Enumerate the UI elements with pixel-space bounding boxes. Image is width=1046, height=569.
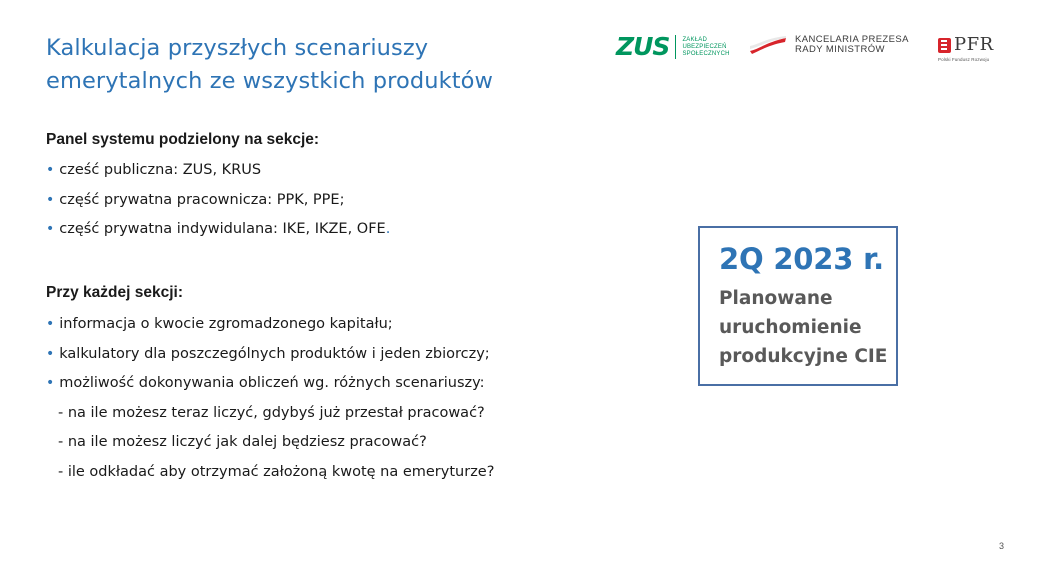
zus-logo-line2: UBEZPIECZEŃ xyxy=(682,43,727,50)
list-item xyxy=(46,310,494,340)
partner-logos xyxy=(0,30,1046,70)
pfr-logo-subtitle: Polski Fundusz Rozwoju xyxy=(938,57,990,62)
list-item-text: część prywatna indywidulana: IKE, IKZE, OFE xyxy=(59,221,386,237)
list-item xyxy=(46,186,390,216)
list-item xyxy=(46,340,494,370)
list-subitem: - na ile możesz liczyć jak dalej będziesz pracować? xyxy=(58,434,427,450)
polish-flag-icon xyxy=(749,36,787,54)
list-item-text: możliwość dokonywania obliczeń wg. różnych scenariuszy: xyxy=(59,375,485,391)
kprm-logo-line1: KANCELARIA PREZESA xyxy=(795,34,909,45)
kprm-logo-line2: RADY MINISTRÓW xyxy=(795,44,885,55)
list-item xyxy=(46,369,494,399)
callout-title: 2Q 2023 r. xyxy=(719,242,884,276)
kprm-logo xyxy=(749,35,909,55)
list-subitem: - na ile możesz teraz liczyć, gdybyś już przestał pracować? xyxy=(58,404,485,421)
slide-title-line2: emerytalnych ze wszystkich produktów xyxy=(46,68,494,94)
section1-list xyxy=(46,156,390,245)
bullet-icon: • xyxy=(46,316,55,332)
list-item-text: cześć publiczna: ZUS, KRUS xyxy=(59,162,262,178)
list-item xyxy=(46,156,390,186)
section2-heading: Przy każdej sekcji: xyxy=(46,284,183,301)
pfr-mark-icon xyxy=(938,38,951,53)
list-item-text: informacja o kwocie zgromadzonego kapitału; xyxy=(59,316,393,332)
kprm-logo-text xyxy=(795,35,909,55)
zus-logo-line3: SPOŁECZNYCH xyxy=(682,50,730,57)
list-subitem: - ile odkładać aby otrzymać założoną kwotę na emeryturze? xyxy=(58,463,495,480)
zus-logo xyxy=(616,34,730,60)
list-item-text: kalkulatory dla poszczególnych produktów i jeden zbiorczy; xyxy=(59,345,490,362)
callout-box xyxy=(698,226,898,386)
bullet-icon: • xyxy=(46,221,55,237)
callout-text: Planowane uruchomienie produkcyjne CIE xyxy=(719,288,888,367)
pfr-logo xyxy=(938,36,994,62)
zus-logo-divider xyxy=(675,35,676,59)
list-item-suffix: . xyxy=(385,221,391,237)
bullet-icon: • xyxy=(46,191,55,208)
pfr-logo-word: PFR xyxy=(954,34,994,55)
bullet-icon: • xyxy=(46,345,55,362)
section2-list xyxy=(46,310,494,487)
zus-logo-text xyxy=(682,37,729,58)
zus-logo-line1: ZAKŁAD xyxy=(682,36,707,43)
list-item-text: część prywatna pracownicza: PPK, PPE; xyxy=(59,191,345,208)
bullet-icon: • xyxy=(46,375,55,391)
slide-title-line1: Kalkulacja przyszłych scenariuszy xyxy=(46,35,429,61)
zus-logo-mark: ZUS xyxy=(616,32,670,61)
bullet-icon: • xyxy=(46,162,55,178)
page-number: 3 xyxy=(999,541,1005,551)
section1-heading: Panel systemu podzielony na sekcje: xyxy=(46,131,320,148)
list-item xyxy=(46,215,390,245)
